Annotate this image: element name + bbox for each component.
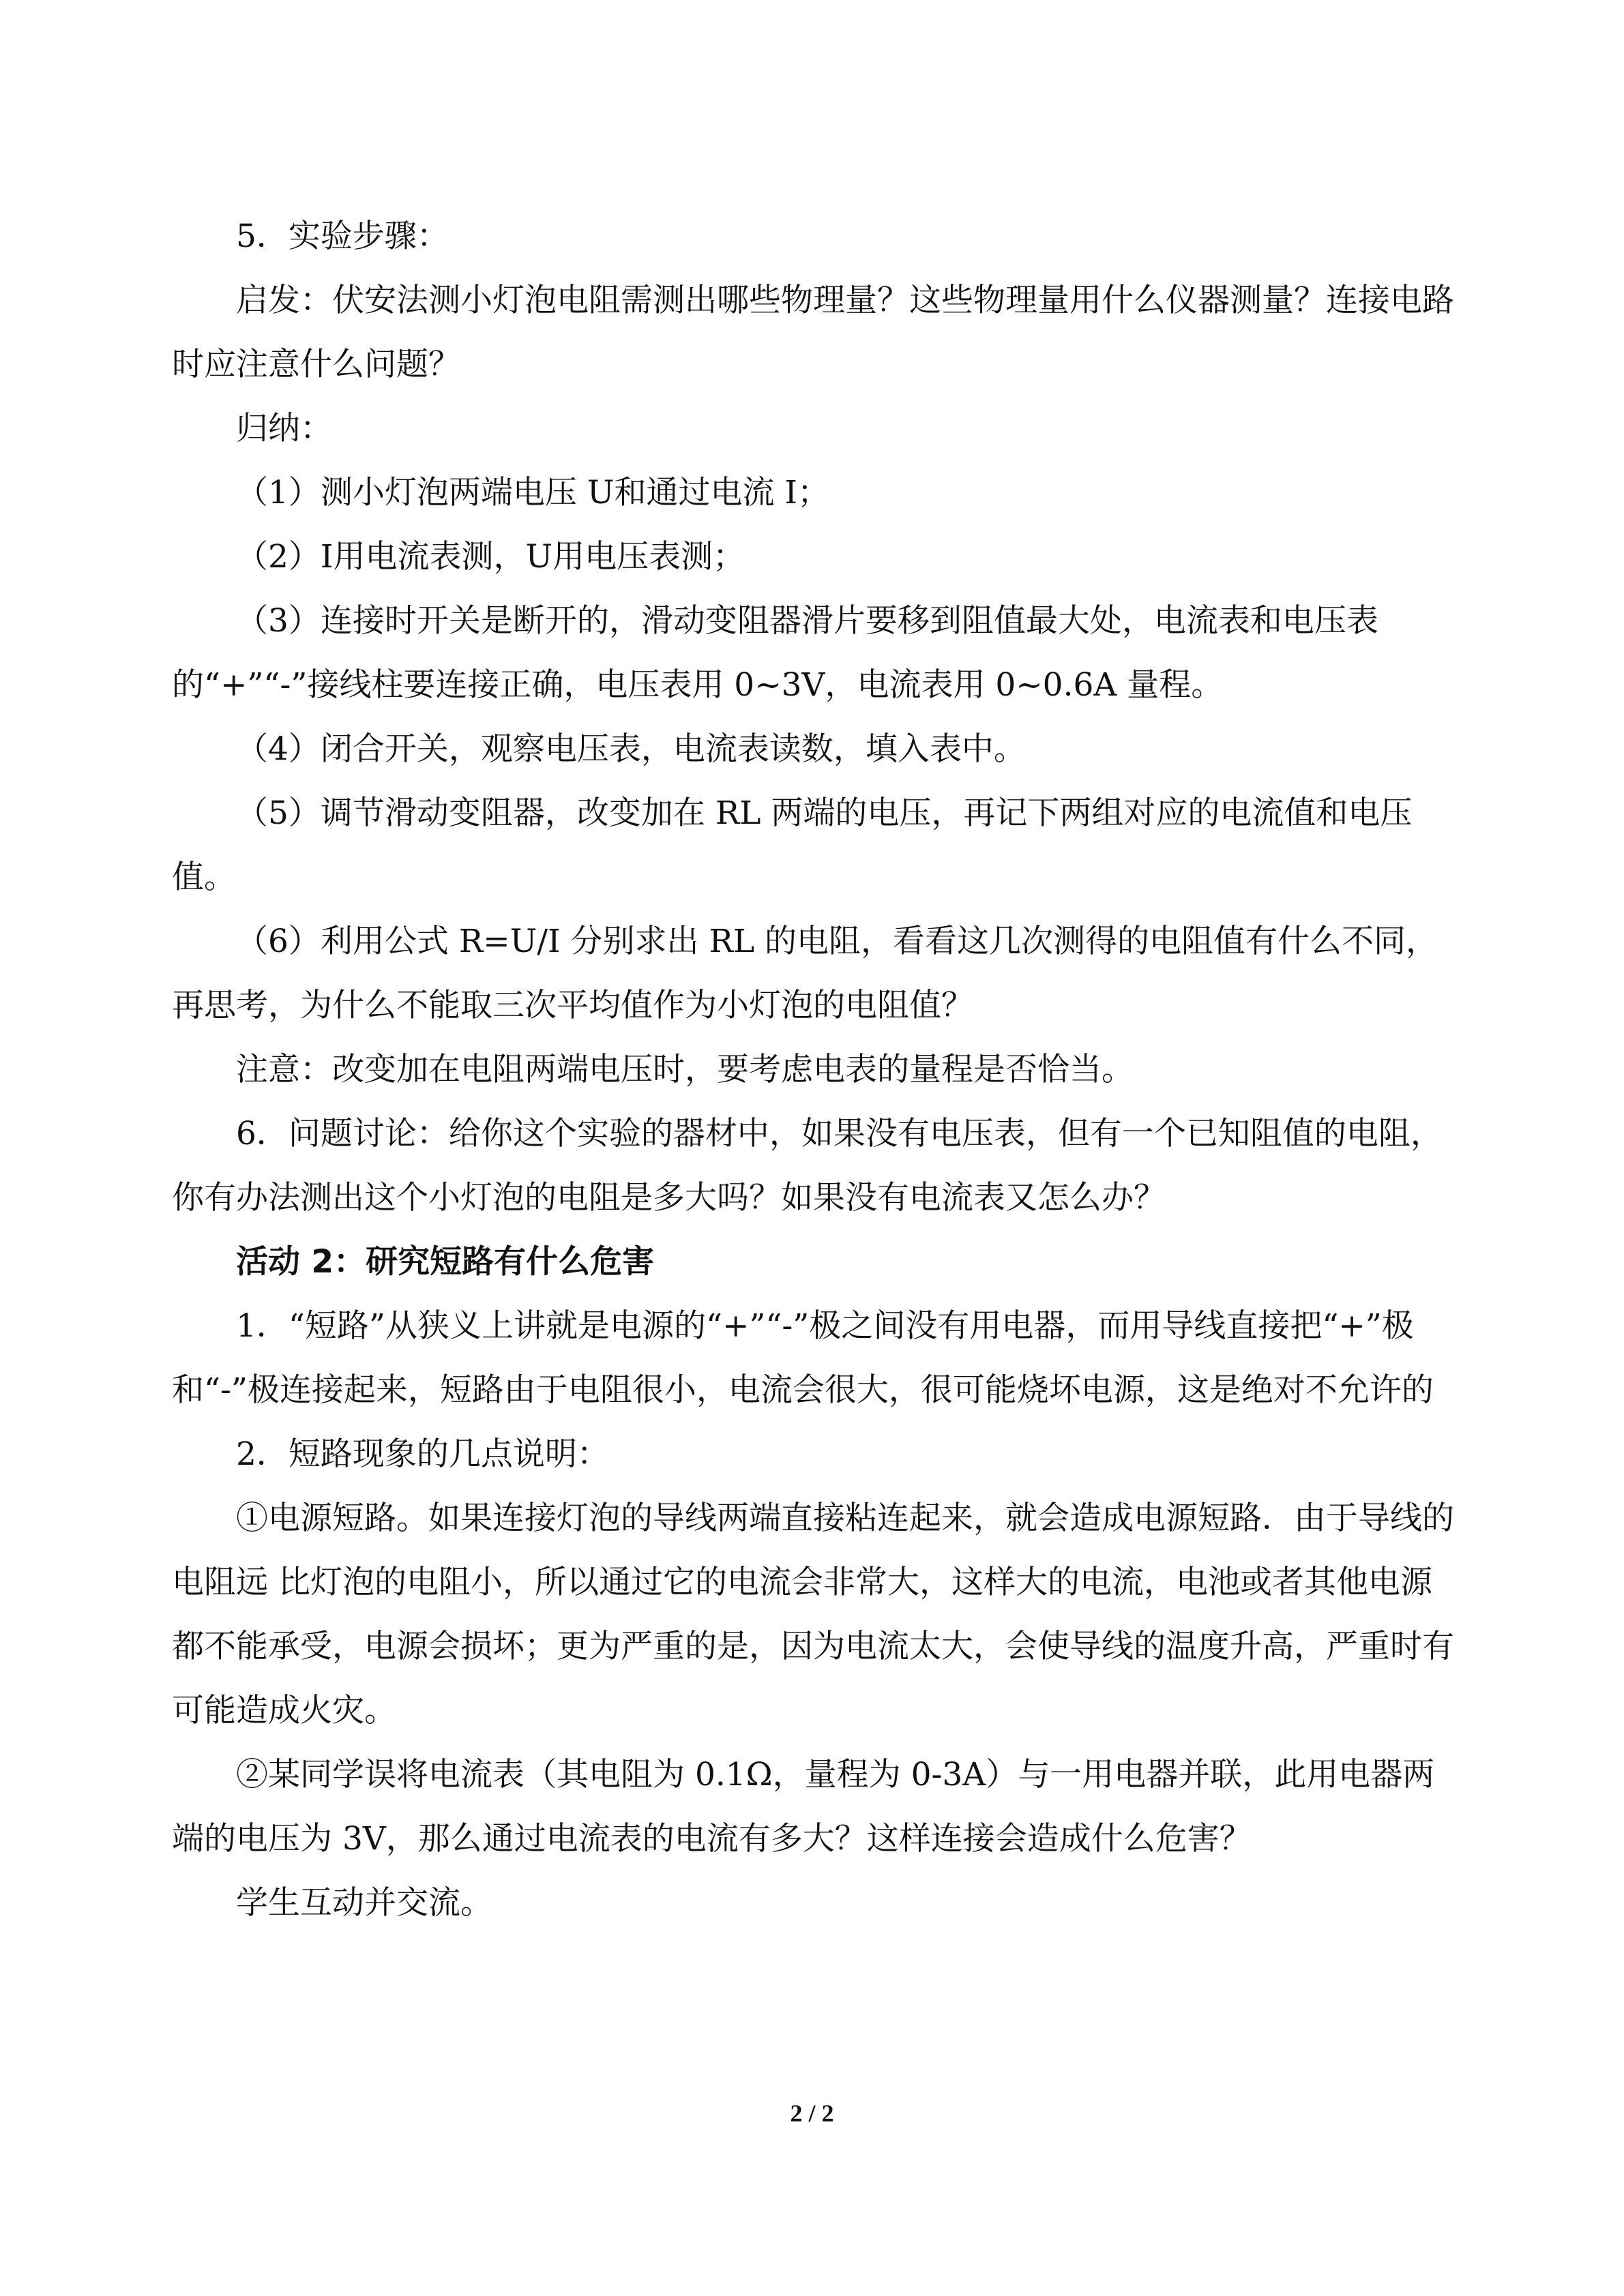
step5-heading: 5．实验步骤：: [236, 218, 449, 255]
summary-item-2: （2）I用电流表测，U用电压表测；: [236, 538, 745, 576]
note-paragraph: 注意：改变加在电阻两端电压时，要考虑电表的量程是否恰当。: [236, 1051, 1134, 1088]
short-circuit-note-1: ①电源短路。如果连接灯泡的导线两端直接粘连起来，就会造成电源短路．由于导线的电阻远 比灯泡的电阻小，所以通过它的电流会非常大，这样大的电流，电池或者其他电源都不能承受，电源会损坏；更为严重的是，因为电流太大，会使导线的温度升高，严重时有可能造成火灾。: [172, 1500, 1454, 1729]
inspiration-paragraph: 启发：伏安法测小灯泡电阻需测出哪些物理量？这些物理量用什么仪器测量？连接电路时应注意什么问题？: [172, 282, 1454, 383]
page-number: 2 / 2: [790, 2100, 834, 2127]
short-circuit-definition: 1．“短路”从狭义上讲就是电源的“+”“-”极之间没有用电器，而用导线直接把“+”极和“-”极连接起来，短路由于电阻很小，电流会很大，很可能烧坏电源，这是绝对不允许的: [172, 1307, 1434, 1409]
document-body: [172, 205, 1454, 1935]
activity-2-heading: 活动 2：研究短路有什么危害: [236, 1243, 655, 1281]
summary-item-1: （1）测小灯泡两端电压 U和通过电流 I；: [236, 474, 829, 511]
summary-item-3: （3）连接时开关是断开的，滑动变阻器滑片要移到阻值最大处，电流表和电压表的“+”“-”接线柱要连接正确，电压表用 0~3V，电流表用 0~0.6A 量程。: [172, 602, 1378, 704]
short-circuit-notes-heading: 2．短路现象的几点说明：: [236, 1435, 609, 1473]
short-circuit-note-2: ②某同学误将电流表（其电阻为 0.1Ω，量程为 0-3A）与一用电器并联，此用电器两端的电压为 3V，那么通过电流表的电流有多大？这样连接会造成什么危害？: [172, 1756, 1435, 1858]
summary-item-4: （4）闭合开关，观察电压表，电流表读数，填入表中。: [236, 730, 1026, 768]
summary-item-5: （5）调节滑动变阻器，改变加在 RL 两端的电压，再记下两组对应的电流值和电压值。: [172, 794, 1413, 896]
summary-item-6: （6）利用公式 R=U/I 分别求出 RL 的电阻，看看这几次测得的电阻值有什么不同，再思考，为什么不能取三次平均值作为小灯泡的电阻值？: [172, 923, 1438, 1024]
summary-heading: 归纳：: [236, 410, 332, 447]
student-interaction: 学生互动并交流。: [236, 1884, 492, 1922]
discussion-paragraph: 6．问题讨论：给你这个实验的器材中，如果没有电压表，但有一个已知阻值的电阻，你有办法测出这个小灯泡的电阻是多大吗？如果没有电流表又怎么办？: [172, 1115, 1443, 1217]
